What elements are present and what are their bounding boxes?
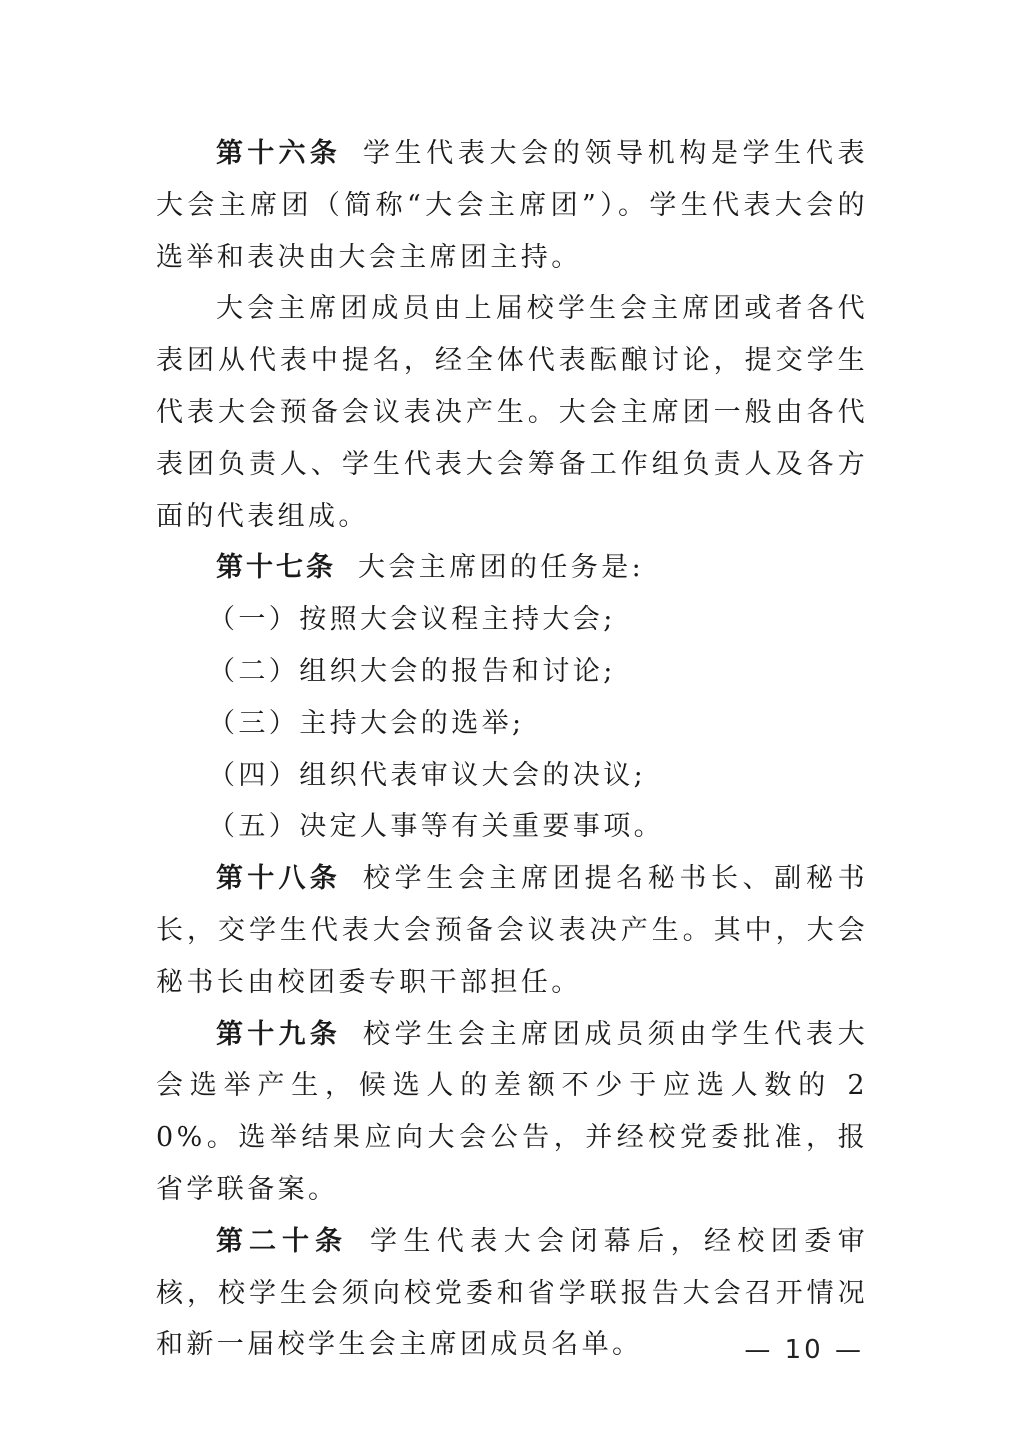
article-18	[156, 853, 868, 1008]
article-16-label: 第十六条	[216, 138, 341, 169]
article-16	[156, 128, 868, 283]
article-17	[156, 542, 868, 594]
article-17-text: 大会主席团的任务是:	[358, 552, 645, 584]
article-20-label: 第二十条	[216, 1225, 348, 1257]
article-17-label: 第十七条	[216, 552, 336, 584]
article-16-text: 学生代表大会的领导机构是学生代表大会主席团（简称“大会主席团”）。学生代表大会的选举和表决由大会主席团主持。	[156, 138, 868, 273]
article-18-text: 校学生会主席团提名秘书长、副秘书长，交学生代表大会预备会议表决产生。其中，大会秘书长由校团委专职干部担任。	[156, 863, 868, 998]
article-20-text: 学生代表大会闭幕后，经校团委审核，校学生会须向校党委和省学联报告大会召开情况和新一届校学生会主席团成员名单。	[156, 1225, 868, 1361]
article-17-item-5: （五）决定人事等有关重要事项。	[208, 811, 664, 843]
article-17-item-1: （一）按照大会议程主持大会;	[208, 604, 616, 636]
article-19-text: 校学生会主席团成员须由学生代表大会选举产生，候选人的差额不少于应选人数的 20%。选举结果应向大会公告，并经校党委批准，报省学联备案。	[156, 1018, 868, 1205]
page-number: — 10 —	[744, 1335, 864, 1365]
article-19	[156, 1009, 868, 1216]
article-17-item-3: （三）主持大会的选举;	[208, 707, 525, 739]
article-19-label: 第十九条	[216, 1018, 341, 1050]
document-page	[156, 128, 868, 1371]
article-16-paragraph-2: 大会主席团成员由上届校学生会主席团或者各代表团从代表中提名，经全体代表酝酿讨论，提交学生代表大会预备会议表决产生。大会主席团一般由各代表团负责人、学生代表大会筹备工作组负责人及各方面的代表组成。	[156, 293, 868, 532]
article-17-item-2: （二）组织大会的报告和讨论;	[208, 655, 616, 687]
article-17-item-4: （四）组织代表审议大会的决议;	[208, 759, 647, 791]
article-18-label: 第十八条	[216, 863, 341, 895]
